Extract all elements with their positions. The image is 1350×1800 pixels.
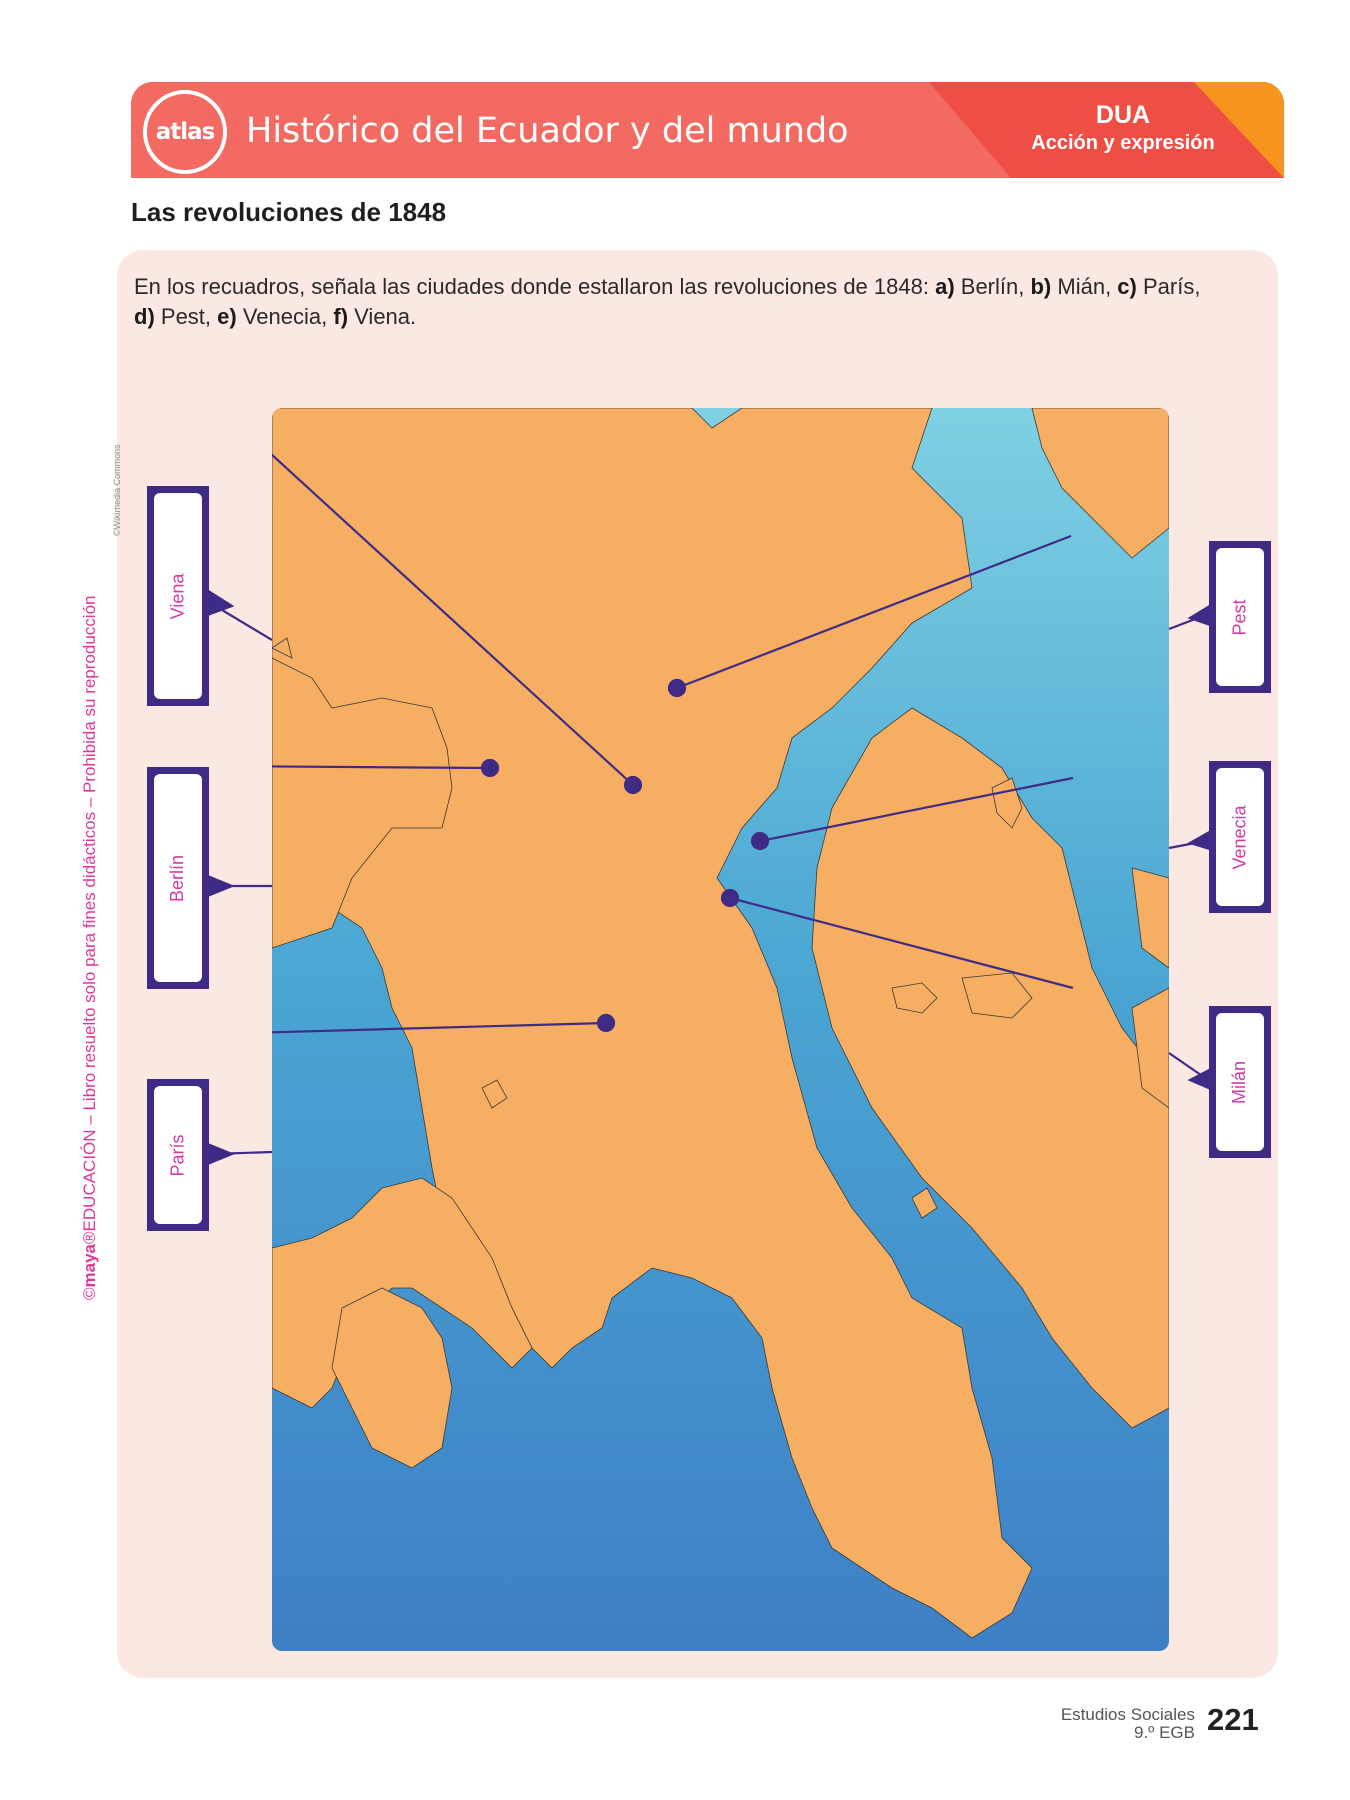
label-milan: Milán <box>1229 1060 1250 1104</box>
item-letter-f: f) <box>333 304 349 329</box>
label-box-venecia[interactable] <box>1209 761 1271 913</box>
item-city-a: Berlín <box>960 274 1019 299</box>
section-title: Las revoluciones de 1848 <box>131 197 447 227</box>
item-city-d: Pest <box>160 304 205 329</box>
item-city-c: París <box>1142 274 1195 299</box>
logo-text: atlas <box>155 119 215 145</box>
label-box-milan[interactable] <box>1209 1006 1271 1158</box>
grade: 9.º EGB <box>1133 1723 1195 1742</box>
page-number: 221 <box>1207 1702 1259 1737</box>
image-credit: ©Wikimedia Commons <box>112 444 122 536</box>
item-sep: , <box>1018 274 1031 299</box>
item-sep: , <box>204 304 218 329</box>
dua-subtitle: Acción y expresión <box>1031 132 1215 154</box>
item-city-f: Viena <box>354 304 411 329</box>
label-paris: París <box>167 1133 188 1177</box>
item-sep: , <box>1105 274 1118 299</box>
item-letter-c: c) <box>1117 274 1137 299</box>
item-sep: , <box>321 304 334 329</box>
label-venecia: Venecia <box>1229 804 1250 870</box>
item-city-e: Venecia <box>242 304 322 329</box>
pointer-viena <box>210 592 232 614</box>
dua-title: DUA <box>1095 101 1151 129</box>
pointer-berlin <box>210 877 232 895</box>
item-letter-b: b) <box>1030 274 1052 299</box>
subject-name: Estudios Sociales <box>1060 1705 1195 1724</box>
label-viena: Viena <box>167 573 188 619</box>
item-sep: . <box>410 304 417 329</box>
item-letter-a: a) <box>935 274 955 299</box>
brand-name: maya <box>80 1243 99 1288</box>
footer-subject <box>1000 1706 1195 1742</box>
pointer-paris <box>210 1145 232 1163</box>
item-city-b: Mián <box>1057 274 1106 299</box>
label-box-paris[interactable] <box>147 1079 209 1231</box>
label-berlin: Berlín <box>167 854 188 902</box>
copyright-text: EDUCACIÓN – Libro resuelto solo para fines didácticos – Prohibida su reproducción <box>80 595 99 1232</box>
label-box-berlin[interactable] <box>147 767 209 989</box>
instruction-intro: En los recuadros, señala las ciudades donde estallaron las revoluciones de 1848: <box>134 274 936 299</box>
item-letter-e: e) <box>217 304 237 329</box>
copyright-side-text: ©maya®EDUCACIÓN – Libro resuelto solo para fines didácticos – Prohibida su reproducción <box>80 595 99 1300</box>
label-box-pest[interactable] <box>1209 541 1271 693</box>
item-sep: , <box>1194 274 1201 299</box>
book-title: Histórico del Ecuador y del mundo <box>246 111 849 151</box>
item-letter-d: d) <box>134 304 155 329</box>
label-pest: Pest <box>1229 598 1250 636</box>
label-box-viena[interactable] <box>147 486 209 706</box>
